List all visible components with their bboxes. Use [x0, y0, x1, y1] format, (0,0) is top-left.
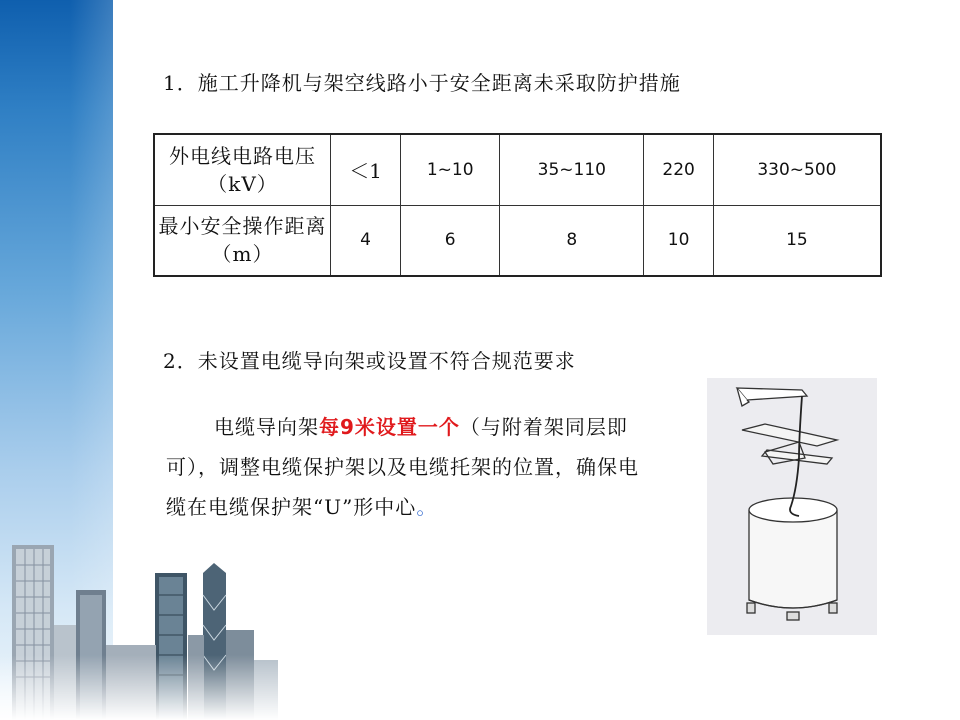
- row-header-voltage: 外电线电路电压（kV）: [154, 134, 331, 205]
- table-cell: 220: [644, 134, 714, 205]
- table-cell: 8: [500, 205, 644, 276]
- paragraph-text-start: 电缆导向架: [214, 415, 319, 439]
- cable-guide-illustration: [707, 378, 877, 635]
- section-2-heading: 2．未设置电缆导向架或设置不符合规范要求: [163, 349, 576, 373]
- table-cell: 35~110: [500, 134, 644, 205]
- table-cell: 6: [401, 205, 500, 276]
- paragraph-end-mark: 。: [416, 495, 438, 519]
- table-cell: 15: [713, 205, 881, 276]
- requirement-paragraph: [166, 407, 651, 527]
- table-row: [154, 134, 881, 205]
- city-skyline-illustration: [0, 535, 290, 720]
- section-1-heading: 1．施工升降机与架空线路小于安全距离未采取防护措施: [163, 71, 681, 95]
- paragraph-text-rest: （与附着架同层即可），调整电缆保护架以及电缆托架的位置，确保电缆在电缆保护架“U”形中心: [166, 415, 639, 519]
- table-cell: ＜1: [331, 134, 401, 205]
- row-header-distance: 最小安全操作距离（m）: [154, 205, 331, 276]
- table-row: [154, 205, 881, 276]
- table-cell: 4: [331, 205, 401, 276]
- safety-distance-table: [153, 133, 882, 277]
- table-cell: 330~500: [713, 134, 881, 205]
- highlight-text: 每9米设置一个: [319, 415, 460, 439]
- table-cell: 1~10: [401, 134, 500, 205]
- table-cell: 10: [644, 205, 714, 276]
